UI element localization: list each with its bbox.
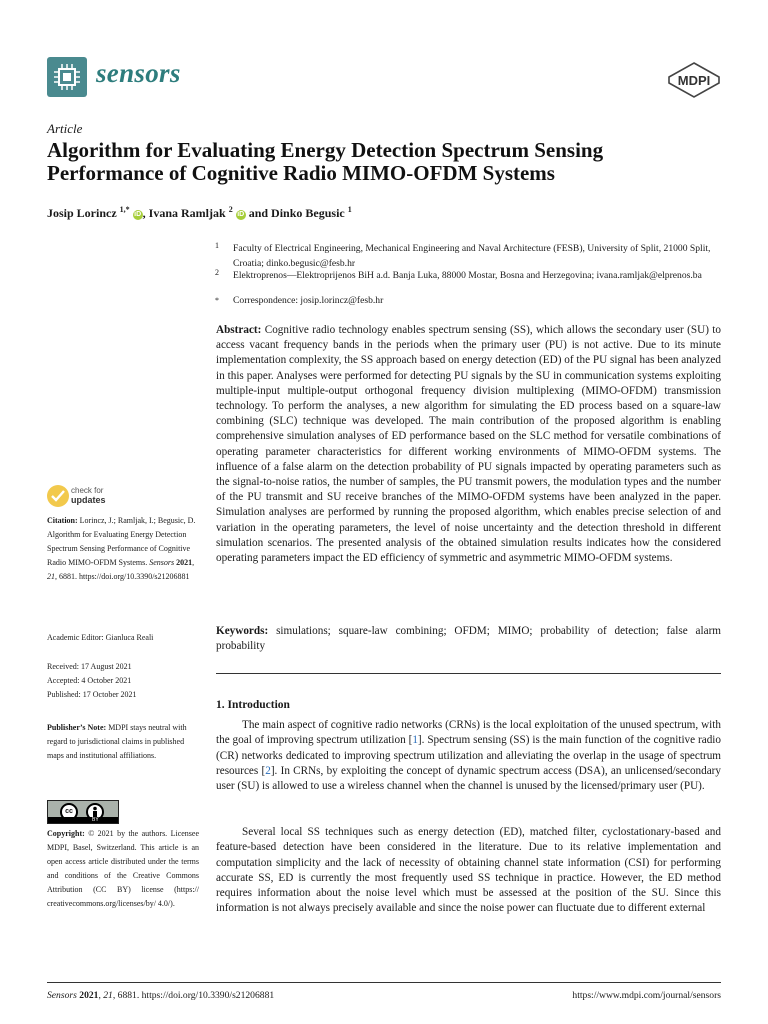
- accepted-date: Accepted: 4 October 2021: [47, 675, 132, 685]
- author-name[interactable]: Dinko Begusic: [271, 206, 345, 220]
- footer-divider: [47, 982, 721, 983]
- affiliation-mark: 2: [215, 268, 219, 277]
- cc-by-label: BY: [92, 817, 99, 823]
- footer-journal-url[interactable]: https://www.mdpi.com/journal/sensors: [572, 990, 721, 1001]
- copyright-notice: [47, 827, 199, 910]
- check-updates-icon: [47, 485, 69, 507]
- author-separator: and: [248, 206, 269, 220]
- publication-dates: [47, 660, 199, 702]
- cc-by-license-icon[interactable]: [47, 800, 119, 824]
- affiliation-text: Faculty of Electrical Engineering, Mechanical Engineering and Naval Architecture (FESB), University of Split, 21000 Split, Croatia; dinko.begusic@fesb.hr: [233, 243, 711, 269]
- copyright-label: Copyright:: [47, 829, 85, 838]
- publishers-note: [47, 721, 199, 763]
- publishers-note-label: Publisher’s Note:: [47, 723, 107, 732]
- citation-journal: Sensors: [149, 557, 175, 567]
- check-updates-label: check for: [71, 486, 104, 495]
- article-title-line-1: Algorithm for Evaluating Energy Detection Spectrum Sensing: [47, 138, 604, 162]
- keywords: [216, 624, 721, 654]
- abstract-text: Cognitive radio technology enables spectrum sensing (SS), which allows the secondary user (SU) to access vacant frequency bands in the periods when the primary user (PU) is not active. Due to its minute implementation complexity, the SS approach based on energy detection (ED) of the PU signal has been analyzed in this paper. Analyses were performed for detecting PU signals by the SU in communication systems exploiting multiple-input multiple-output orthogonal frequency division multiplexing (MIMO-OFDM) transmission technology. To perform the analyses, a new algorithm for simulating the ED process based on a square-law combining (SLC) technique was developed. The main contribution of the proposed algorithm is enabling comprehensive simulation analyses of ED performance based on the SLC method for versatile combinations of operating parameter characteristics for different working environments of MIMO-OFDM systems. The influence of a false alarm on the detection probability of PU signals impacted by operating parameters such as the signal-to-noise ratios, the number of samples, the PU transmit powers, the modulation types and the number of the PU transmit and SU receive branches of the MIMO-OFDM systems have been analyzed in the paper. Simulation analyses are performed by running the proposed algorithm, which enables precise selection of and variation in the operating parameters, the level of noise uncertainty and the detection threshold in different simulation scenarios. The presented analysis of the obtained simulation results indicates how the considered operating parameters impact the ED efficiency of symmetric and asymmetric MIMO-OFDM systems.: [216, 324, 722, 565]
- keywords-label: Keywords:: [216, 625, 269, 637]
- footer-volume: 21: [103, 990, 113, 1001]
- section-heading: 1. Introduction: [216, 699, 290, 711]
- citation-text: Lorincz, J.; Ramljak, I.; Begusic, D. Algorithm for Evaluating Energy Detection Spectrum Sensing Performance of Cognitive Radio MIMO-OFDM Systems.: [47, 516, 196, 567]
- citation-block: Citation: Lorincz, J.; Ramljak, I.; Begusic, D. Algorithm for Evaluating Energy Detection Spectrum Sensing Performance of Cognitive Radio MIMO-OFDM Systems. Sensors 2021, 21, 6881. https://doi.org/10.3390/s21206881: [47, 516, 196, 581]
- citation-link[interactable]: 2: [265, 764, 271, 777]
- citation-link[interactable]: 1: [412, 734, 418, 747]
- journal-logo-icon: [47, 57, 87, 97]
- affiliation-mark: 1: [215, 241, 219, 250]
- citation-volume: 21: [47, 571, 55, 581]
- author-affiliation-mark: 1,*: [119, 205, 130, 214]
- author-list: [47, 205, 352, 221]
- section-divider: [216, 673, 721, 674]
- footer-citation: Sensors 2021, 21, 6881. https://doi.org/10.3390/s21206881: [47, 990, 275, 1001]
- article-type: Article: [47, 121, 83, 136]
- check-for-updates-button[interactable]: [47, 485, 137, 509]
- copyright-text: © 2021 by the authors. Licensee MDPI, Basel, Switzerland. This article is an open access article distributed under the terms and conditions of the Creative Commons Attribution (CC BY) license (https:// creativecommons.org/licenses/by/ 4.0/).: [47, 829, 200, 908]
- publishers-note-text: MDPI stays neutral with regard to jurisdictional claims in published maps and institutional affiliations.: [47, 723, 187, 760]
- cc-badge-bar: [48, 817, 118, 823]
- intro-paragraph-1: [216, 718, 721, 794]
- author-affiliation-mark: 2: [228, 205, 233, 214]
- citation-year: 2021: [176, 557, 193, 567]
- intro-paragraph-2: Several local SS techniques such as energy detection (ED), matched filter, cyclostationary-based and feature-based detection have been considered in the literature. Due to its relative implementation and computation simplicity and the lack of necessity of obtaining channel state information (CSI) for performing accurate SS, ED is currently the most frequently used SS technique in practice. However, the ED method requires information about the noise level which must be assessed at the position of the SU. Since this information is not always precisely available and since the noise power can fluctuate due to different external: [216, 826, 721, 915]
- paragraph-text: ]. In CRNs, by exploiting the concept of dynamic spectrum access (DSA), an unlicensed/secondary user (SU) is allowed to use a wireless channel when the channel is unused by the licensed/primary user (PU).: [216, 764, 722, 793]
- citation-doi[interactable]: , 6881. https://doi.org/10.3390/s21206881: [55, 571, 190, 581]
- published-date: Published: 17 October 2021: [47, 689, 137, 699]
- paragraph-text: ]. Spectrum sensing (SS) is the main function of the cognitive radio (CR) networks dedicated to improving spectrum utilization and alleviating the overlap in the usage of spectrum resources [: [216, 734, 721, 777]
- affiliation-mark: *: [215, 296, 219, 305]
- keywords-text: simulations; square-law combining; OFDM; MIMO; probability of detection; false alarm probability: [216, 625, 721, 653]
- author-name[interactable]: Josip Lorincz: [47, 206, 117, 220]
- author-name[interactable]: Ivana Ramljak: [148, 206, 226, 220]
- citation-label: Citation:: [47, 516, 78, 525]
- academic-editor: Academic Editor: Gianluca Reali: [47, 633, 154, 642]
- mdpi-logo-icon[interactable]: [667, 62, 721, 98]
- footer-doi[interactable]: , 6881. https://doi.org/10.3390/s21206881: [112, 990, 275, 1001]
- author-separator: ,: [142, 206, 146, 220]
- footer-journal: Sensors: [47, 990, 77, 1001]
- article-title-line-2: Performance of Cognitive Radio MIMO-OFDM Systems: [47, 161, 555, 185]
- received-date: Received: 17 August 2021: [47, 662, 132, 671]
- author-affiliation-mark: 1: [347, 205, 352, 214]
- check-updates-label-bold: updates: [71, 495, 106, 505]
- publisher-name: MDPI: [677, 73, 711, 88]
- correspondence-text: Correspondence: josip.lorincz@fesb.hr: [233, 295, 384, 306]
- abstract-label: Abstract:: [216, 324, 262, 336]
- affiliation-text: Elektroprenos—Elektroprijenos BiH a.d. Banja Luka, 88000 Mostar, Bosna and Herzegovina; ivana.ramljak@elprenos.ba: [233, 270, 702, 281]
- paragraph-text: The main aspect of cognitive radio networks (CRNs) is the local exploitation of the unused spectrum, with the goal of improving spectrum utilization [: [216, 719, 721, 747]
- orcid-icon[interactable]: iD: [134, 211, 142, 218]
- abstract: [216, 323, 721, 566]
- footer-year: 2021: [79, 990, 99, 1001]
- journal-name: sensors: [96, 58, 181, 88]
- orcid-icon[interactable]: iD: [237, 211, 245, 218]
- cc-icon: cc: [60, 803, 78, 821]
